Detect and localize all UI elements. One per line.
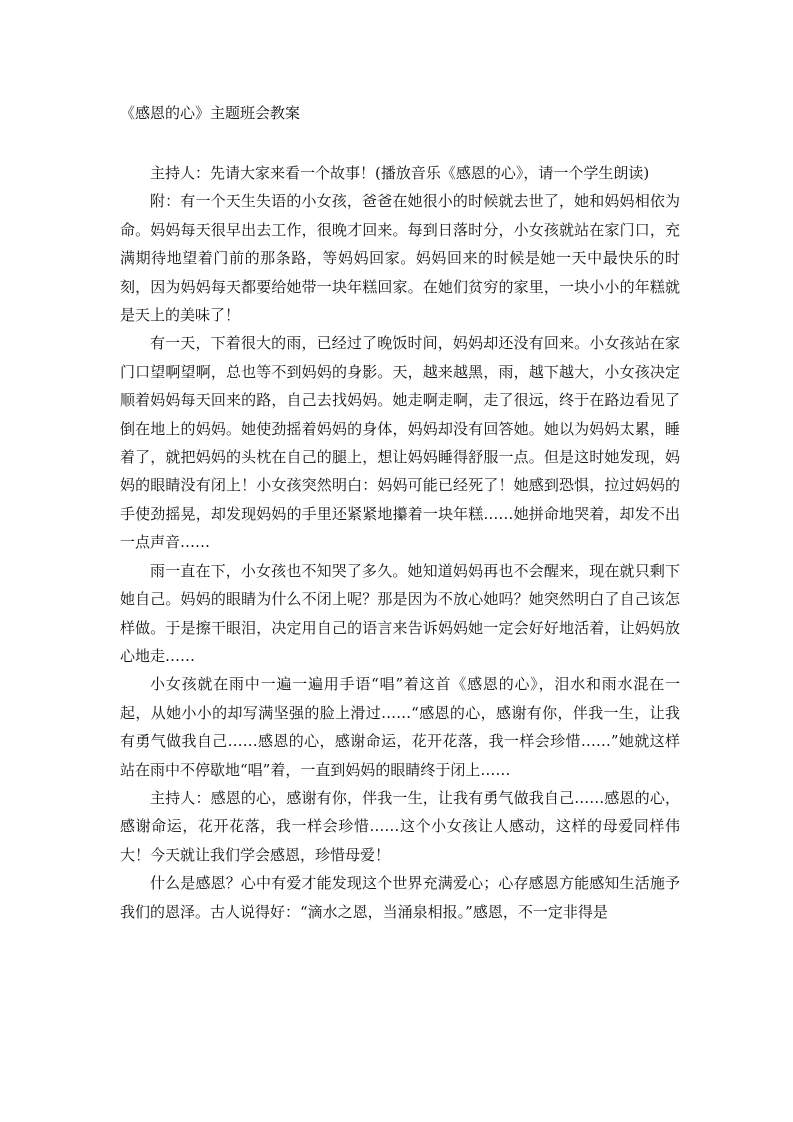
paragraph-rain-continues: 雨一直在下，小女孩也不知哭了多久。她知道妈妈再也不会醒来，现在就只剩下她自己。妈妈的眼睛为什么不闭上呢？那是因为不放心她吗？她突然明白了自己该怎样做。于是擦干眼泪，决定用自己的语言来告诉妈妈她一定会好好地活着，让妈妈放心地走…… — [120, 561, 680, 665]
paragraph-host-reflection: 主持人：感恩的心，感谢有你，伴我一生，让我有勇气做我自己……感恩的心，感谢命运，花开花落，我一样会珍惜……这个小女孩让人感动，这样的母爱同样伟大！今天就让我们学会感恩，珍惜母爱！ — [120, 788, 680, 864]
paragraph-rainy-day: 有一天，下着很大的雨，已经过了晚饭时间，妈妈却还没有回来。小女孩站在家门口望啊望啊，总也等不到妈妈的身影。天，越来越黑，雨，越下越大，小女孩决定顺着妈妈每天回来的路，自己去找妈妈。她走啊走啊，走了很远，终于在路边看见了倒在地上的妈妈。她使劲摇着妈妈的身体，妈妈却没有回答她。她以为妈妈太累，睡着了，就把妈妈的头枕在自己的腿上，想让妈妈睡得舒服一点。但是这时她发现，妈妈的眼睛没有闭上！小女孩突然明白：妈妈可能已经死了！她感到恐惧，拉过妈妈的手使劲摇晃，却发现妈妈的手里还紧紧地攥着一块年糕……她拼命地哭着，却发不出一点声音…… — [120, 334, 680, 552]
document-body — [120, 159, 680, 926]
paragraph-sign-song: 小女孩就在雨中一遍一遍用手语“唱”着这首《感恩的心》，泪水和雨水混在一起，从她小小的却写满坚强的脸上滑过……“感恩的心，感谢有你，伴我一生，让我有勇气做我自己……感恩的心，感谢命运，花开花落，我一样会珍惜……”她就这样站在雨中不停歇地“唱”着，一直到妈妈的眼睛终于闭上…… — [120, 675, 680, 779]
paragraph-host-intro: 主持人：先请大家来看一个故事！(播放音乐《感恩的心》，请一个学生朗读) — [150, 164, 650, 182]
paragraph-what-is-gratitude: 什么是感恩？心中有爱才能发现这个世界充满爱心；心存感恩方能感知生活施予我们的恩泽。古人说得好：“滴水之恩，当涌泉相报。”感恩，不一定非得是 — [120, 874, 680, 921]
paragraph-story-intro: 附：有一个天生失语的小女孩，爸爸在她很小的时候就去世了，她和妈妈相依为命。妈妈每天很早出去工作，很晚才回来。每到日落时分，小女孩就站在家门口，充满期待地望着门前的那条路，等妈妈回家。妈妈回来的时候是她一天中最快乐的时刻，因为妈妈每天都要给她带一块年糕回家。在她们贫穷的家里，一块小小的年糕就是天上的美味了！ — [120, 192, 680, 325]
document-title: 《感恩的心》主题班会教案 — [120, 104, 301, 122]
